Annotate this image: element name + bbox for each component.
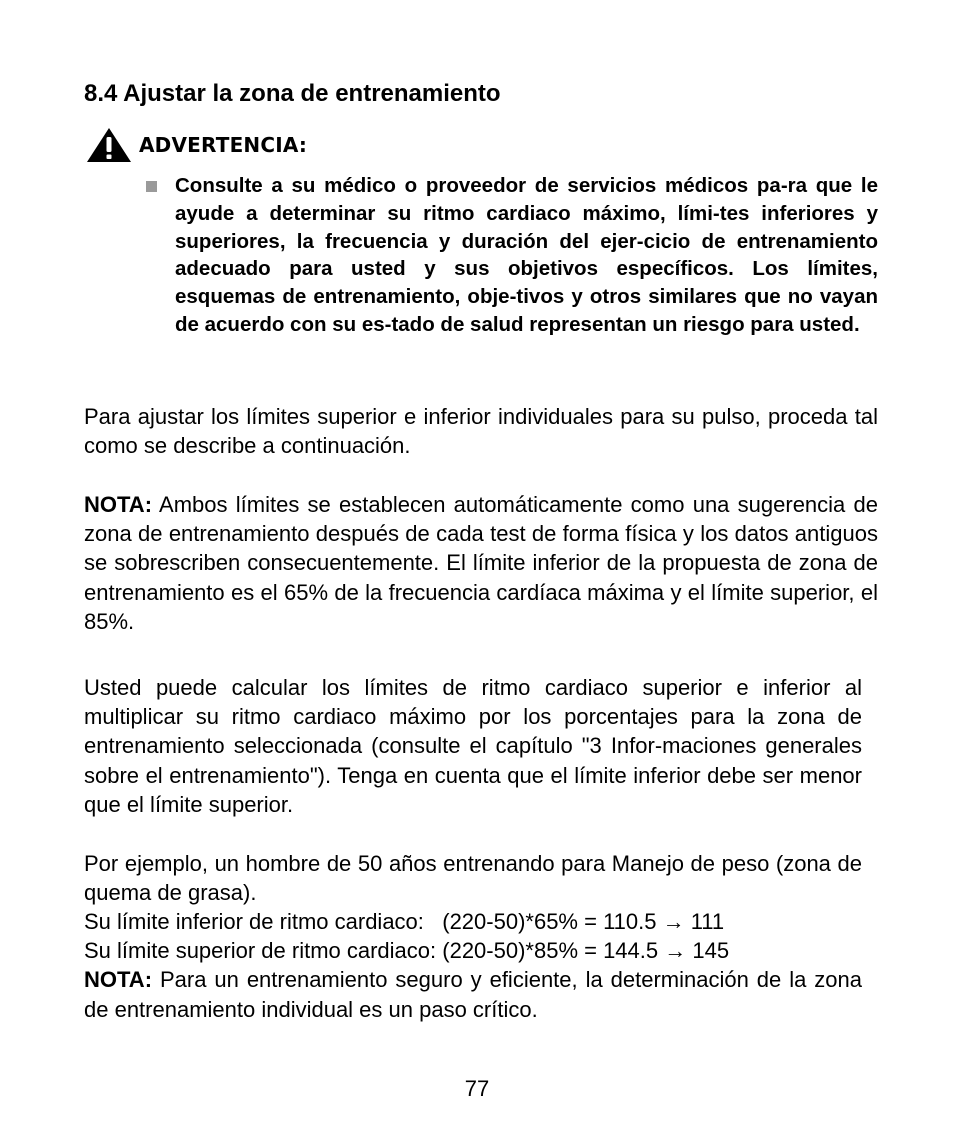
warning-triangle-icon (86, 127, 132, 163)
note-paragraph (84, 490, 878, 636)
upper-limit-line: Su límite superior de ritmo cardiaco: (220-50)*85% = 144.5 → 145 (84, 938, 730, 964)
warning-header (86, 127, 486, 163)
section-heading: 8.4 Ajustar la zona de entrenamiento (84, 80, 501, 107)
calculation-block (84, 907, 862, 1024)
note-text: Ambos límites se establecen automáticamente como una sugerencia de zona de entrenamiento después de cada test de forma física y los datos antiguos se sobrescriben consecuentemente. El límite inferior de la propuesta de zona de entrenamiento es el 65% de la frecuencia cardíaca máxima y el límite superior, el 85%. (84, 492, 878, 634)
warning-text: Consulte a su médico o proveedor de servicios médicos pa-ra que le ayude a determinar su ritmo cardiaco máximo, lími-tes inferiores y superiores, la frecuencia y duración del ejer-cicio de entrenamiento adecuado para usted y sus objetivos específicos. Los límites, esquemas de entrenamiento, obje-tivos y otros similares que no vayan de acuerdo con su es-tado de salud representan un riesgo para usted. (175, 174, 878, 336)
intro-paragraph: Para ajustar los límites superior e inferior individuales para su pulso, proceda tal como se describe a continuación. (84, 404, 878, 459)
second-note-label: NOTA: (84, 967, 153, 993)
second-note-text: Para un entrenamiento seguro y eficiente, la determinación de la zona de entrenamiento individual es un paso crítico. (84, 967, 862, 1022)
note-label: NOTA: (84, 492, 153, 517)
second-note-paragraph (84, 965, 862, 1023)
lower-limit-line: Su límite inferior de ritmo cardiaco: (220-50)*65% = 110.5 → 111 (84, 909, 725, 934)
warning-label: ADVERTENCIA: (139, 133, 308, 157)
page-number: 77 (464, 1076, 490, 1101)
warning-bullet (146, 172, 878, 339)
bullet-square-icon (146, 181, 157, 192)
example-paragraph: Por ejemplo, un hombre de 50 años entrenando para Manejo de peso (zona de quema de grasa). (84, 851, 862, 906)
calculation-paragraph: Usted puede calcular los límites de ritmo cardiaco superior e inferior al multiplicar su ritmo cardiaco máximo por los porcentajes para la zona de entrenamiento seleccionada (consulte el capítulo "3 Infor-maciones generales sobre el entrenamiento"). Tenga en cuenta que el límite inferior debe ser menor que el límite superior. (84, 675, 862, 817)
